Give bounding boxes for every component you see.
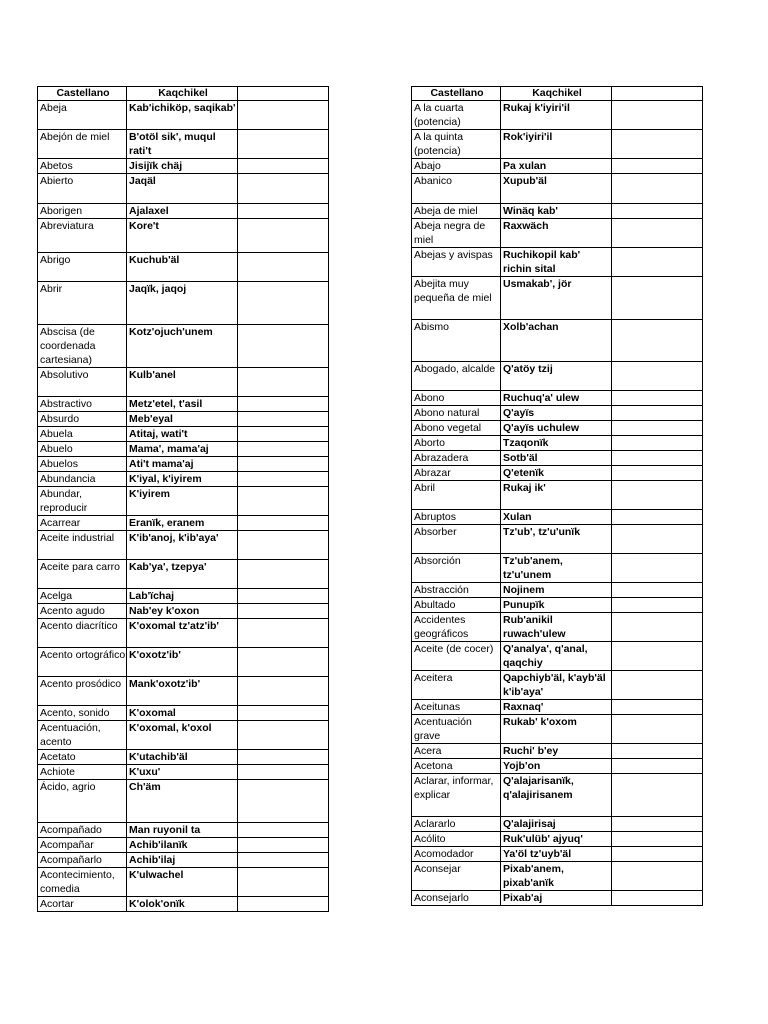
empty-cell	[238, 282, 329, 325]
empty-cell	[238, 677, 329, 706]
kaqchikel-cell: Punupïk	[501, 598, 612, 613]
kaqchikel-cell: K'olok'onïk	[127, 897, 238, 912]
castellano-cell: Aconsejarlo	[412, 891, 501, 906]
table-row	[412, 436, 703, 451]
castellano-cell: Abeja	[38, 101, 127, 130]
kaqchikel-cell: Winäq kab'	[501, 204, 612, 219]
table-row	[412, 817, 703, 832]
empty-cell	[238, 159, 329, 174]
kaqchikel-cell: Q'analya', q'anal, qaqchiy	[501, 642, 612, 671]
castellano-cell: Absolutivo	[38, 368, 127, 397]
kaqchikel-cell: Rukaj k'iyiri'il	[501, 101, 612, 130]
table-row	[38, 868, 329, 897]
table-row	[412, 862, 703, 891]
empty-cell	[612, 362, 703, 391]
castellano-cell: Absorber	[412, 525, 501, 554]
table-row	[38, 750, 329, 765]
castellano-cell: Aclararlo	[412, 817, 501, 832]
table-row	[38, 204, 329, 219]
table-row	[38, 219, 329, 253]
table-row	[38, 397, 329, 412]
table-row	[412, 406, 703, 421]
kaqchikel-cell: Q'alajarisanïk, q'alajirisanem	[501, 774, 612, 817]
table-row	[38, 412, 329, 427]
castellano-cell: Absurdo	[38, 412, 127, 427]
castellano-cell: Abejita muy pequeña de miel	[412, 277, 501, 320]
castellano-cell: Abundar, reproducir	[38, 487, 127, 516]
table-row	[38, 589, 329, 604]
kaqchikel-cell: Sotb'äl	[501, 451, 612, 466]
table-row	[38, 442, 329, 457]
table-row	[38, 368, 329, 397]
empty-cell	[238, 204, 329, 219]
castellano-cell: A la cuarta (potencia)	[412, 101, 501, 130]
castellano-cell: Abruptos	[412, 510, 501, 525]
empty-cell	[612, 248, 703, 277]
empty-cell	[238, 853, 329, 868]
table-row	[412, 320, 703, 362]
empty-cell	[238, 560, 329, 589]
empty-cell	[238, 868, 329, 897]
empty-cell	[612, 891, 703, 906]
kaqchikel-cell: Kab'ya', tzepya'	[127, 560, 238, 589]
empty-cell	[612, 774, 703, 817]
kaqchikel-cell: Raxnaq'	[501, 700, 612, 715]
empty-cell	[612, 700, 703, 715]
kaqchikel-cell: K'oxotz'ib'	[127, 648, 238, 677]
kaqchikel-cell: Ruk'ulüb' ajyuq'	[501, 832, 612, 847]
kaqchikel-cell: Kab'ichiköp, saqikab'	[127, 101, 238, 130]
kaqchikel-cell: Ch'äm	[127, 780, 238, 823]
kaqchikel-cell: K'iyal, k'iyirem	[127, 472, 238, 487]
table-row	[412, 101, 703, 130]
kaqchikel-cell: Pixab'anem, pixab'anïk	[501, 862, 612, 891]
castellano-cell: Acera	[412, 744, 501, 759]
kaqchikel-cell: Achib'ilaj	[127, 853, 238, 868]
castellano-cell: Acento prosódico	[38, 677, 127, 706]
castellano-cell: Abreviatura	[38, 219, 127, 253]
table-row	[412, 759, 703, 774]
kaqchikel-cell: Ruchi' b'ey	[501, 744, 612, 759]
table-row	[38, 604, 329, 619]
empty-cell	[238, 780, 329, 823]
table-row	[38, 253, 329, 282]
kaqchikel-cell: Kuchub'äl	[127, 253, 238, 282]
empty-cell	[612, 847, 703, 862]
castellano-cell: Acento agudo	[38, 604, 127, 619]
castellano-cell: Acetona	[412, 759, 501, 774]
empty-cell	[238, 516, 329, 531]
table-row	[412, 598, 703, 613]
castellano-cell: Abajo	[412, 159, 501, 174]
castellano-cell: A la quinta (potencia)	[412, 130, 501, 159]
castellano-cell: Acento diacrítico	[38, 619, 127, 648]
table-row	[412, 451, 703, 466]
kaqchikel-cell: Nojinem	[501, 583, 612, 598]
empty-cell	[238, 442, 329, 457]
empty-cell	[612, 583, 703, 598]
table-row	[38, 457, 329, 472]
kaqchikel-cell: Tz'ub'anem, tz'u'unem	[501, 554, 612, 583]
table-row	[412, 466, 703, 481]
castellano-cell: Aceite (de cocer)	[412, 642, 501, 671]
castellano-cell: Abuelo	[38, 442, 127, 457]
castellano-cell: Abundancia	[38, 472, 127, 487]
table-row	[38, 560, 329, 589]
castellano-cell: Abril	[412, 481, 501, 510]
castellano-cell: Acentuación, acento	[38, 721, 127, 750]
empty-cell	[238, 604, 329, 619]
empty-cell	[612, 598, 703, 613]
kaqchikel-cell: Ajalaxel	[127, 204, 238, 219]
kaqchikel-cell: Xupub'äl	[501, 174, 612, 204]
kaqchikel-cell: Man ruyonil ta	[127, 823, 238, 838]
table-row	[38, 648, 329, 677]
empty-cell	[238, 457, 329, 472]
empty-cell	[238, 487, 329, 516]
kaqchikel-cell: Q'ayïs uchulew	[501, 421, 612, 436]
table-row	[38, 472, 329, 487]
table-row	[38, 516, 329, 531]
castellano-cell: Abscisa (de coordenada cartesiana)	[38, 325, 127, 368]
castellano-cell: Abrir	[38, 282, 127, 325]
kaqchikel-cell: Q'etenïk	[501, 466, 612, 481]
empty-cell	[238, 130, 329, 159]
header-empty	[612, 87, 703, 101]
castellano-cell: Aceite para carro	[38, 560, 127, 589]
table-row	[412, 774, 703, 817]
castellano-cell: Acomodador	[412, 847, 501, 862]
table-row	[412, 481, 703, 510]
kaqchikel-cell: Eranïk, eranem	[127, 516, 238, 531]
empty-cell	[612, 613, 703, 642]
castellano-cell: Acólito	[412, 832, 501, 847]
table-row	[412, 744, 703, 759]
empty-cell	[612, 510, 703, 525]
table-row	[412, 671, 703, 700]
table-row	[38, 159, 329, 174]
kaqchikel-cell: Ya'öl tz'uyb'äl	[501, 847, 612, 862]
castellano-cell: Abismo	[412, 320, 501, 362]
castellano-cell: Abanico	[412, 174, 501, 204]
table-row	[412, 248, 703, 277]
castellano-cell: Acetato	[38, 750, 127, 765]
castellano-cell: Acontecimiento, comedia	[38, 868, 127, 897]
kaqchikel-cell: Meb'eyal	[127, 412, 238, 427]
empty-cell	[612, 466, 703, 481]
empty-cell	[612, 159, 703, 174]
table-row	[412, 204, 703, 219]
kaqchikel-cell: Atitaj, wati't	[127, 427, 238, 442]
castellano-cell: Aceitera	[412, 671, 501, 700]
table-row	[38, 101, 329, 130]
table-row	[38, 282, 329, 325]
kaqchikel-cell: Pa xulan	[501, 159, 612, 174]
table-row	[412, 159, 703, 174]
empty-cell	[612, 832, 703, 847]
empty-cell	[612, 406, 703, 421]
table-row	[412, 554, 703, 583]
table-row	[412, 715, 703, 744]
header-row	[38, 87, 329, 101]
empty-cell	[612, 715, 703, 744]
castellano-cell: Aceite industrial	[38, 531, 127, 560]
empty-cell	[612, 130, 703, 159]
table-row	[412, 174, 703, 204]
empty-cell	[238, 427, 329, 442]
empty-cell	[238, 838, 329, 853]
kaqchikel-cell: Rukab' k'oxom	[501, 715, 612, 744]
header-castellano: Castellano	[38, 87, 127, 101]
castellano-cell: Aceitunas	[412, 700, 501, 715]
castellano-cell: Acento, sonido	[38, 706, 127, 721]
kaqchikel-cell: B'otöl sik', muqul rati't	[127, 130, 238, 159]
empty-cell	[238, 589, 329, 604]
empty-cell	[238, 219, 329, 253]
empty-cell	[612, 101, 703, 130]
kaqchikel-cell: K'uxu'	[127, 765, 238, 780]
header-kaqchikel: Kaqchikel	[127, 87, 238, 101]
table-row	[412, 847, 703, 862]
castellano-cell: Abuela	[38, 427, 127, 442]
empty-cell	[238, 412, 329, 427]
empty-cell	[612, 759, 703, 774]
right-vocab-table	[411, 86, 703, 906]
kaqchikel-cell: Kotz'ojuch'unem	[127, 325, 238, 368]
table-row	[38, 780, 329, 823]
table-row	[38, 721, 329, 750]
castellano-cell: Absorción	[412, 554, 501, 583]
empty-cell	[612, 744, 703, 759]
kaqchikel-cell: K'oxomal, k'oxol	[127, 721, 238, 750]
empty-cell	[238, 472, 329, 487]
castellano-cell: Acento ortográfico	[38, 648, 127, 677]
table-row	[412, 613, 703, 642]
kaqchikel-cell: K'utachib'äl	[127, 750, 238, 765]
empty-cell	[238, 823, 329, 838]
castellano-cell: Abierto	[38, 174, 127, 204]
empty-cell	[612, 481, 703, 510]
castellano-cell: Accidentes geográficos	[412, 613, 501, 642]
empty-cell	[238, 619, 329, 648]
empty-cell	[612, 421, 703, 436]
kaqchikel-cell: K'iyirem	[127, 487, 238, 516]
table-row	[38, 823, 329, 838]
empty-cell	[238, 325, 329, 368]
kaqchikel-cell: K'oxomal	[127, 706, 238, 721]
table-row	[412, 362, 703, 391]
kaqchikel-cell: Tz'ub', tz'u'unïk	[501, 525, 612, 554]
castellano-cell: Abono natural	[412, 406, 501, 421]
kaqchikel-cell: Qapchiyb'äl, k'ayb'äl k'ib'aya'	[501, 671, 612, 700]
table-row	[412, 421, 703, 436]
kaqchikel-cell: Raxwäch	[501, 219, 612, 248]
empty-cell	[238, 174, 329, 204]
empty-cell	[612, 642, 703, 671]
castellano-cell: Abstracción	[412, 583, 501, 598]
table-row	[38, 706, 329, 721]
empty-cell	[238, 397, 329, 412]
kaqchikel-cell: K'ib'anoj, k'ib'aya'	[127, 531, 238, 560]
castellano-cell: Abono vegetal	[412, 421, 501, 436]
castellano-cell: Aclarar, informar, explicar	[412, 774, 501, 817]
empty-cell	[238, 706, 329, 721]
kaqchikel-cell: Nab'ey k'oxon	[127, 604, 238, 619]
kaqchikel-cell: Ruchuq'a' ulew	[501, 391, 612, 406]
empty-cell	[612, 671, 703, 700]
kaqchikel-cell: Jaqäl	[127, 174, 238, 204]
empty-cell	[238, 531, 329, 560]
kaqchikel-cell: Ruchikopil kab' richin sital	[501, 248, 612, 277]
empty-cell	[612, 817, 703, 832]
table-row	[38, 130, 329, 159]
kaqchikel-cell: Jaqïk, jaqoj	[127, 282, 238, 325]
table-row	[38, 677, 329, 706]
kaqchikel-cell: Lab'ïchaj	[127, 589, 238, 604]
kaqchikel-cell: Yojb'on	[501, 759, 612, 774]
castellano-cell: Acompañarlo	[38, 853, 127, 868]
table-row	[412, 642, 703, 671]
castellano-cell: Abeja de miel	[412, 204, 501, 219]
kaqchikel-cell: Q'alajirisaj	[501, 817, 612, 832]
empty-cell	[612, 174, 703, 204]
castellano-cell: Abuelos	[38, 457, 127, 472]
empty-cell	[612, 391, 703, 406]
left-vocab-table	[37, 86, 329, 912]
kaqchikel-cell: Rok'iyiri'il	[501, 130, 612, 159]
castellano-cell: Aborigen	[38, 204, 127, 219]
table-row	[38, 531, 329, 560]
castellano-cell: Abrazar	[412, 466, 501, 481]
kaqchikel-cell: Pixab'aj	[501, 891, 612, 906]
table-row	[412, 583, 703, 598]
castellano-cell: Abono	[412, 391, 501, 406]
table-row	[38, 487, 329, 516]
table-row	[38, 619, 329, 648]
kaqchikel-cell: Rub'anikil ruwach'ulew	[501, 613, 612, 642]
empty-cell	[612, 451, 703, 466]
table-row	[412, 277, 703, 320]
kaqchikel-cell: Xulan	[501, 510, 612, 525]
empty-cell	[612, 862, 703, 891]
table-row	[412, 525, 703, 554]
kaqchikel-cell: Metz'etel, t'asil	[127, 397, 238, 412]
castellano-cell: Acentuación grave	[412, 715, 501, 744]
empty-cell	[612, 525, 703, 554]
table-row	[412, 832, 703, 847]
empty-cell	[238, 101, 329, 130]
castellano-cell: Abrazadera	[412, 451, 501, 466]
table-row	[412, 219, 703, 248]
kaqchikel-cell: Usmakab', jör	[501, 277, 612, 320]
castellano-cell: Abogado, alcalde	[412, 362, 501, 391]
table-row	[38, 325, 329, 368]
table-row	[38, 853, 329, 868]
empty-cell	[238, 721, 329, 750]
empty-cell	[612, 436, 703, 451]
kaqchikel-cell: Kulb'anel	[127, 368, 238, 397]
castellano-cell: Acortar	[38, 897, 127, 912]
empty-cell	[612, 277, 703, 320]
table-row	[412, 700, 703, 715]
header-kaqchikel: Kaqchikel	[501, 87, 612, 101]
empty-cell	[238, 368, 329, 397]
table-row	[38, 765, 329, 780]
empty-cell	[612, 320, 703, 362]
kaqchikel-cell: Jisijïk chäj	[127, 159, 238, 174]
table-row	[412, 891, 703, 906]
empty-cell	[238, 765, 329, 780]
kaqchikel-cell: K'oxomal tz'atz'ib'	[127, 619, 238, 648]
table-row	[38, 427, 329, 442]
empty-cell	[238, 253, 329, 282]
table-row	[38, 174, 329, 204]
kaqchikel-cell: K'ulwachel	[127, 868, 238, 897]
castellano-cell: Abejón de miel	[38, 130, 127, 159]
kaqchikel-cell: Rukaj ik'	[501, 481, 612, 510]
table-row	[412, 510, 703, 525]
empty-cell	[612, 554, 703, 583]
castellano-cell: Abstractivo	[38, 397, 127, 412]
castellano-cell: Abetos	[38, 159, 127, 174]
empty-cell	[612, 219, 703, 248]
castellano-cell: Abrigo	[38, 253, 127, 282]
empty-cell	[238, 750, 329, 765]
castellano-cell: Abeja negra de miel	[412, 219, 501, 248]
header-row	[412, 87, 703, 101]
table-row	[412, 130, 703, 159]
kaqchikel-cell: Ati't mama'aj	[127, 457, 238, 472]
table-row	[38, 897, 329, 912]
empty-cell	[238, 897, 329, 912]
kaqchikel-cell: Q'atöy tzij	[501, 362, 612, 391]
castellano-cell: Abultado	[412, 598, 501, 613]
empty-cell	[612, 204, 703, 219]
kaqchikel-cell: Mama', mama'aj	[127, 442, 238, 457]
castellano-cell: Aconsejar	[412, 862, 501, 891]
header-empty	[238, 87, 329, 101]
table-row	[38, 838, 329, 853]
castellano-cell: Achiote	[38, 765, 127, 780]
castellano-cell: Acelga	[38, 589, 127, 604]
kaqchikel-cell: Xolb'achan	[501, 320, 612, 362]
kaqchikel-cell: Q'ayïs	[501, 406, 612, 421]
kaqchikel-cell: Mank'oxotz'ib'	[127, 677, 238, 706]
kaqchikel-cell: Tzaqonïk	[501, 436, 612, 451]
castellano-cell: Abejas y avispas	[412, 248, 501, 277]
castellano-cell: Aborto	[412, 436, 501, 451]
kaqchikel-cell: Kore't	[127, 219, 238, 253]
empty-cell	[238, 648, 329, 677]
castellano-cell: Ácido, agrio	[38, 780, 127, 823]
kaqchikel-cell: Achib'ilanïk	[127, 838, 238, 853]
castellano-cell: Acompañado	[38, 823, 127, 838]
castellano-cell: Acompañar	[38, 838, 127, 853]
header-castellano: Castellano	[412, 87, 501, 101]
table-row	[412, 391, 703, 406]
castellano-cell: Acarrear	[38, 516, 127, 531]
